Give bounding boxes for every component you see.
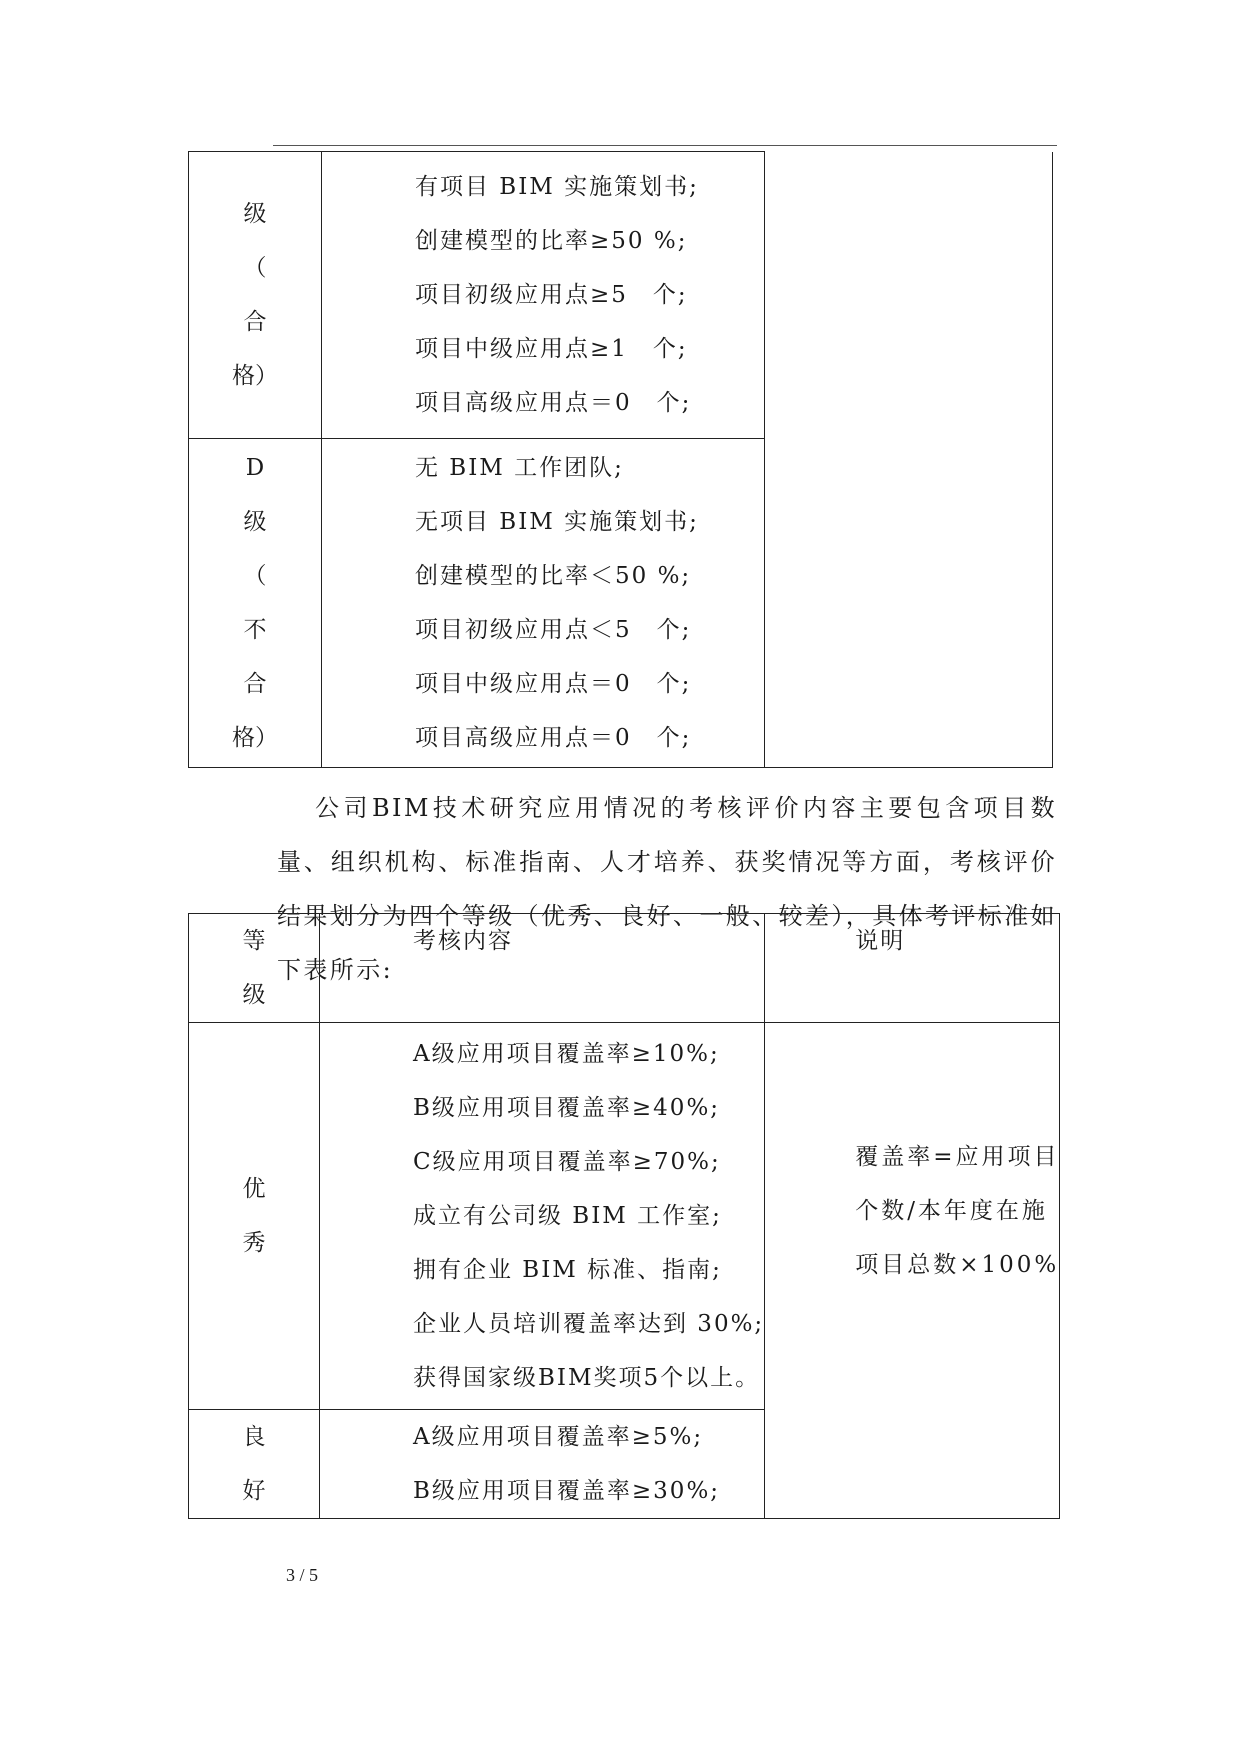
criteria-line: 无 BIM 工作团队; — [415, 455, 624, 481]
evaluation-criteria-table — [188, 913, 1060, 1519]
table-header-row — [189, 914, 1060, 1023]
criteria-line: 项目高级应用点＝0 个; — [415, 725, 692, 751]
grade-cell — [189, 439, 322, 768]
header-note-text: 说明 — [855, 928, 906, 954]
criteria-line: 拥有企业 BIM 标准、指南; — [413, 1257, 722, 1283]
formula-line: 覆盖率=应用项目 — [855, 1143, 1060, 1170]
paragraph-text: 公司BIM技术研究应用情况的考核评价内容主要包含项目数量、组织机构、标准指南、人才培养、获奖情况等方面，考核评价结果划分为四个等级（优秀、良好、一般、较差），具体考评标准如下表所示: — [277, 794, 1057, 984]
criteria-line: B级应用项目覆盖率≥40%; — [413, 1095, 721, 1121]
grade-text: （ — [243, 255, 267, 281]
criteria-line: 获得国家级BIM奖项5个以上。 — [413, 1365, 761, 1391]
criteria-line: 项目初级应用点≥5 个; — [415, 282, 688, 308]
criteria-line: C级应用项目覆盖率≥70%; — [413, 1149, 721, 1175]
header-content-cell — [320, 914, 765, 1023]
table-row — [189, 152, 1053, 439]
header-rule — [273, 145, 1057, 146]
header-grade-text: 级 — [242, 982, 266, 1008]
criteria-line: 创建模型的比率≥50 %; — [415, 228, 688, 254]
grade-text: 格） — [232, 725, 278, 751]
criteria-line: 无项目 BIM 实施策划书; — [415, 509, 699, 535]
formula-line: 个数/本年度在施 — [855, 1197, 1048, 1224]
criteria-line: B级应用项目覆盖率≥30%; — [413, 1478, 721, 1504]
formula-line: 项目总数×100% — [855, 1251, 1060, 1278]
grade-text: 秀 — [242, 1230, 266, 1256]
grade-text: 优 — [242, 1176, 266, 1202]
header-grade-text: 等 — [242, 928, 266, 954]
grade-text: 良 — [242, 1424, 266, 1450]
criteria-line: A级应用项目覆盖率≥10%; — [413, 1041, 720, 1067]
criteria-line: 有项目 BIM 实施策划书; — [415, 174, 699, 200]
grade-text: 合 — [243, 671, 267, 697]
criteria-cell — [320, 1023, 765, 1410]
grade-text: （ — [243, 563, 267, 589]
grade-text: 级 — [243, 201, 267, 227]
grade-text: 合 — [243, 309, 267, 335]
grade-cell — [189, 152, 322, 439]
criteria-line: 项目初级应用点＜5 个; — [415, 617, 692, 643]
criteria-cell — [320, 1410, 765, 1519]
criteria-line: 创建模型的比率＜50 %; — [415, 563, 692, 589]
note-cell — [765, 152, 1053, 768]
header-note-cell — [765, 914, 1060, 1023]
header-content-text: 考核内容 — [413, 928, 513, 954]
criteria-line: 项目中级应用点≥1 个; — [415, 336, 688, 362]
criteria-line: 企业人员培训覆盖率达到 30%; — [413, 1311, 765, 1337]
grade-text: 不 — [243, 617, 267, 643]
header-grade-cell — [189, 914, 320, 1023]
criteria-line: 项目高级应用点＝0 个; — [415, 390, 692, 416]
grade-text: 级 — [243, 509, 267, 535]
formula-note-cell — [765, 1023, 1060, 1519]
grade-cell — [189, 1023, 320, 1410]
criteria-line: 成立有公司级 BIM 工作室; — [413, 1203, 722, 1229]
page-number: 3 / 5 — [286, 1565, 319, 1585]
grade-text: 格） — [232, 363, 278, 389]
criteria-cell — [322, 439, 765, 768]
grade-text: D — [245, 455, 265, 481]
grade-cell — [189, 1410, 320, 1519]
criteria-line: 项目中级应用点＝0 个; — [415, 671, 692, 697]
criteria-line: A级应用项目覆盖率≥5%; — [413, 1424, 704, 1450]
grade-text: 好 — [242, 1478, 266, 1504]
criteria-cell — [322, 152, 765, 439]
grade-criteria-table-continued — [188, 151, 1053, 768]
table-row — [189, 1023, 1060, 1410]
